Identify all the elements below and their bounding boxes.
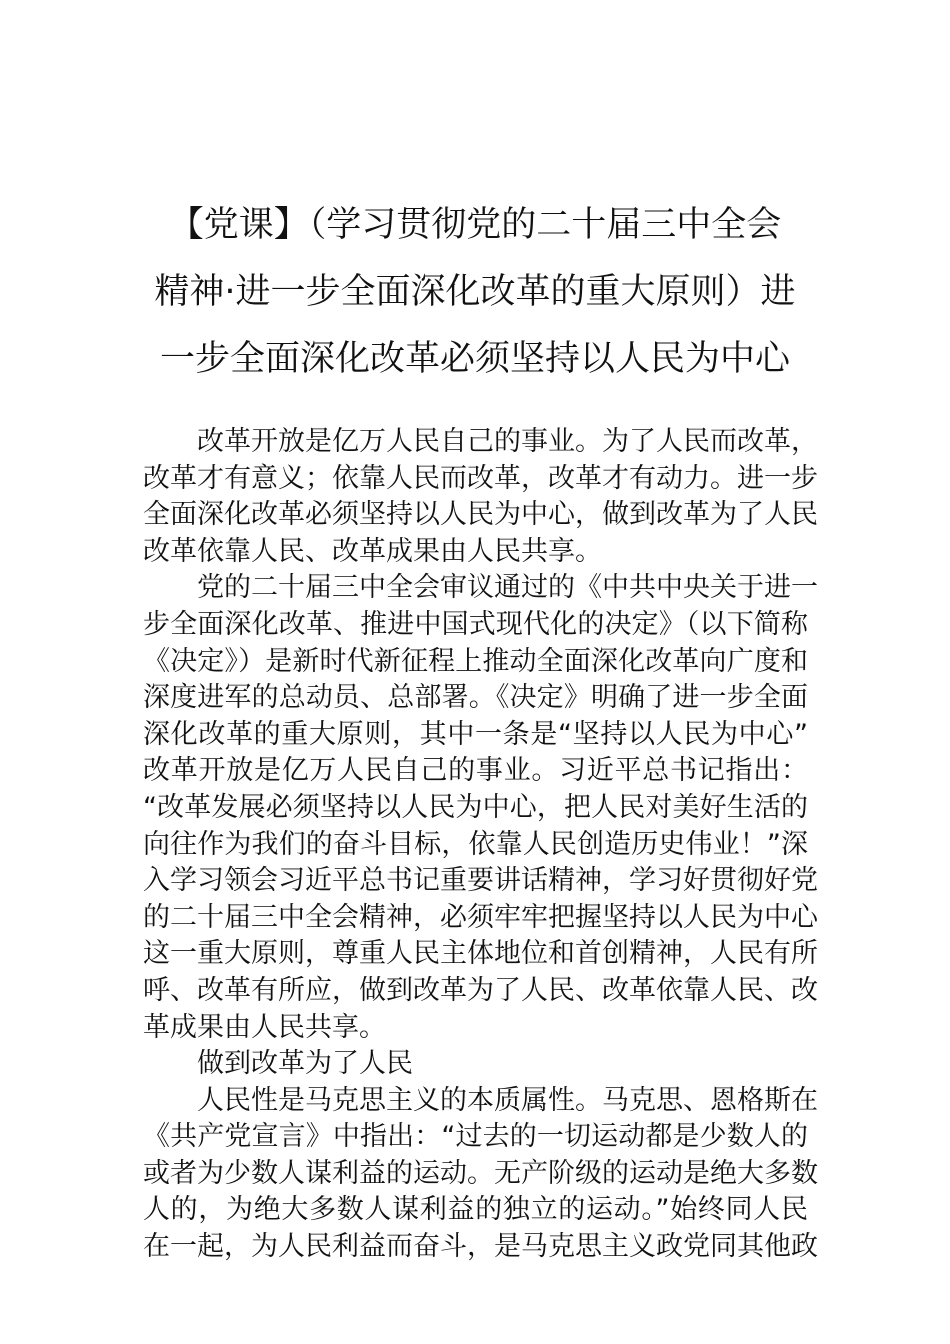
body-line: 全面深化改革必须坚持以人民为中心，做到改革为了人民 [143,499,818,531]
body-line: 人的，为绝大多数人谋利益的独立的运动。”始终同人民 [143,1194,808,1226]
body-line: 步全面深化改革、推进中国式现代化的决定》（以下简称 [143,608,808,640]
body-line: 深化改革的重大原则，其中一条是“坚持以人民为中心” [143,718,808,750]
body-line: 呼、改革有所应，做到改革为了人民、改革依靠人民、改 [143,974,818,1006]
body-line: 入学习领会习近平总书记重要讲话精神，学习好贯彻好党 [143,865,818,897]
title-line: 一步全面深化改革必须坚持以人民为中心 [159,339,790,379]
body-line: 改革依靠人民、改革成果由人民共享。 [143,535,602,567]
body-line: 人民性是马克思主义的本质属性。马克思、恩格斯在 [197,1084,818,1116]
body-line: 这一重大原则，尊重人民主体地位和首创精神，人民有所 [143,938,818,970]
body-line: 或者为少数人谋利益的运动。无产阶级的运动是绝大多数 [143,1157,818,1189]
body-line: 的二十届三中全会精神，必须牢牢把握坚持以人民为中心 [143,901,818,933]
body-line: 向往作为我们的奋斗目标，依靠人民创造历史伟业！”深 [143,828,808,860]
body-line: 在一起，为人民利益而奋斗，是马克思主义政党同其他政 [143,1231,818,1263]
body-line: 《共产党宣言》中指出：“过去的一切运动都是少数人的 [143,1121,808,1153]
title-line: 【党课】（学习贯彻党的二十届三中全会 [168,205,782,245]
document-title [140,192,810,393]
body-line: 革成果由人民共享。 [143,1011,386,1043]
body-line: “改革发展必须坚持以人民为中心，把人民对美好生活的 [143,791,808,823]
title-line: 精神·进一步全面深化改革的重大原则）进 [154,272,796,312]
body-line: 深度进军的总动员、总部署。《决定》明确了进一步全面 [143,682,808,714]
body-line: 改革开放是亿万人民自己的事业。为了人民而改革， [197,426,818,457]
body-line: 党的二十届三中全会审议通过的《中共中央关于进一 [197,572,818,604]
document-body [143,424,818,1266]
body-line: 改革开放是亿万人民自己的事业。习近平总书记指出： [143,755,808,787]
section-heading: 做到改革为了人民 [197,1048,413,1080]
body-line: 《决定》）是新时代新征程上推动全面深化改革向广度和 [143,645,808,677]
body-line: 改革才有意义；依靠人民而改革，改革才有动力。进一步 [143,462,818,494]
